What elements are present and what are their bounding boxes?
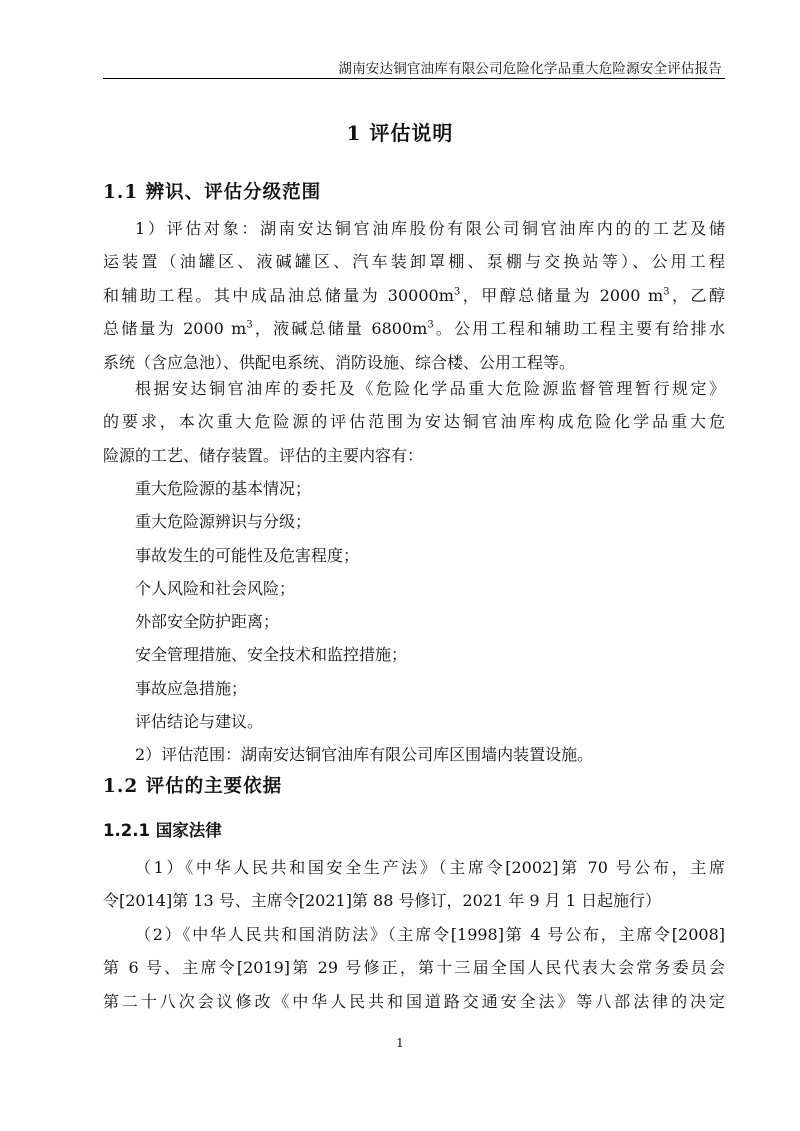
page-number: 1 — [396, 1036, 404, 1050]
evaluation-content-list — [135, 472, 407, 738]
text-line: 第 6 号、主席令[2019]第 29 号修正，第十三届全国人民代表大会常务委员会 — [103, 958, 725, 978]
text-line: （2）《中华人民共和国消防法》（主席令[1998]第 4 号公布，主席令[2008] — [135, 925, 725, 944]
text-line: 根据安达铜官油库的委托及《危险化学品重大危险源监督管理暂行规定》 — [135, 379, 725, 398]
list-item: 安全管理措施、安全技术和监控措施； — [135, 645, 408, 665]
text-line — [103, 279, 725, 312]
text-run: ，乙醇 — [669, 285, 725, 305]
text-line — [103, 312, 725, 345]
text-run: ，液碱总储量 6800m — [252, 319, 428, 339]
paragraph-evaluation-scope — [103, 738, 725, 771]
list-item: 评估结论与建议。 — [135, 712, 264, 732]
law-item-2 — [103, 918, 725, 1018]
law-item-1 — [103, 851, 725, 918]
text-line: 的要求，本次重大危险源的评估范围为安达铜官油库构成危险化学品重大危 — [103, 412, 725, 432]
text-line: 2）评估范围：湖南安达铜官油库有限公司库区围墙内装置设施。 — [135, 745, 594, 764]
text-line: 令[2014]第 13 号、主席令[2021]第 88 号修订，2021 年 9 月 1 日起施行） — [103, 891, 661, 911]
superscript: 3 — [246, 319, 253, 331]
section-heading-1-1: 1.1 辨识、评估分级范围 — [103, 182, 322, 203]
text-run: 。公用工程和辅助工程主要有给排水 — [433, 319, 725, 339]
list-item: 重大危险源辨识与分级； — [135, 512, 312, 532]
text-line: 第二十八次会议修改《中华人民共和国道路交通安全法》等八部法律的决定 — [103, 991, 725, 1011]
text-run: 和辅助工程。其中成品油总储量为 30000m — [103, 285, 454, 305]
list-item: 个人风险和社会风险； — [135, 578, 296, 598]
chapter-title: 1 评估说明 — [346, 121, 454, 145]
list-item: 外部安全防护距离； — [135, 612, 280, 632]
superscript: 3 — [663, 286, 670, 298]
text-line: 运装置（油罐区、液碱罐区、汽车装卸罩棚、泵棚与交换站等）、公用工程 — [103, 252, 725, 272]
paragraph-scope-basis — [103, 372, 725, 472]
superscript: 3 — [427, 319, 434, 331]
text-line: 险源的工艺、储存装置。评估的主要内容有： — [103, 445, 424, 465]
superscript: 3 — [453, 286, 461, 298]
paragraph-evaluation-object — [103, 212, 725, 379]
text-run: ，甲醇总储量为 2000 m — [460, 285, 664, 305]
header-rule — [103, 78, 725, 79]
running-header: 湖南安达铜官油库有限公司危险化学品重大危险源安全评估报告 — [338, 61, 722, 77]
text-line: 系统（含应急池）、供配电系统、消防设施、综合楼、公用工程等。 — [103, 352, 576, 372]
text-line: （1）《中华人民共和国安全生产法》（主席令[2002]第 70 号公布，主席 — [135, 858, 725, 877]
subsection-heading-1-2-1: 1.2.1 国家法律 — [103, 821, 222, 840]
list-item: 事故应急措施； — [135, 678, 248, 698]
section-heading-1-2: 1.2 评估的主要依据 — [103, 776, 283, 797]
list-item: 事故发生的可能性及危害程度； — [135, 545, 360, 565]
text-line: 1）评估对象：湖南安达铜官油库股份有限公司铜官油库内的的工艺及储 — [135, 219, 725, 238]
text-run: 总储量为 2000 m — [103, 319, 247, 339]
list-item: 重大危险源的基本情况； — [135, 479, 312, 498]
